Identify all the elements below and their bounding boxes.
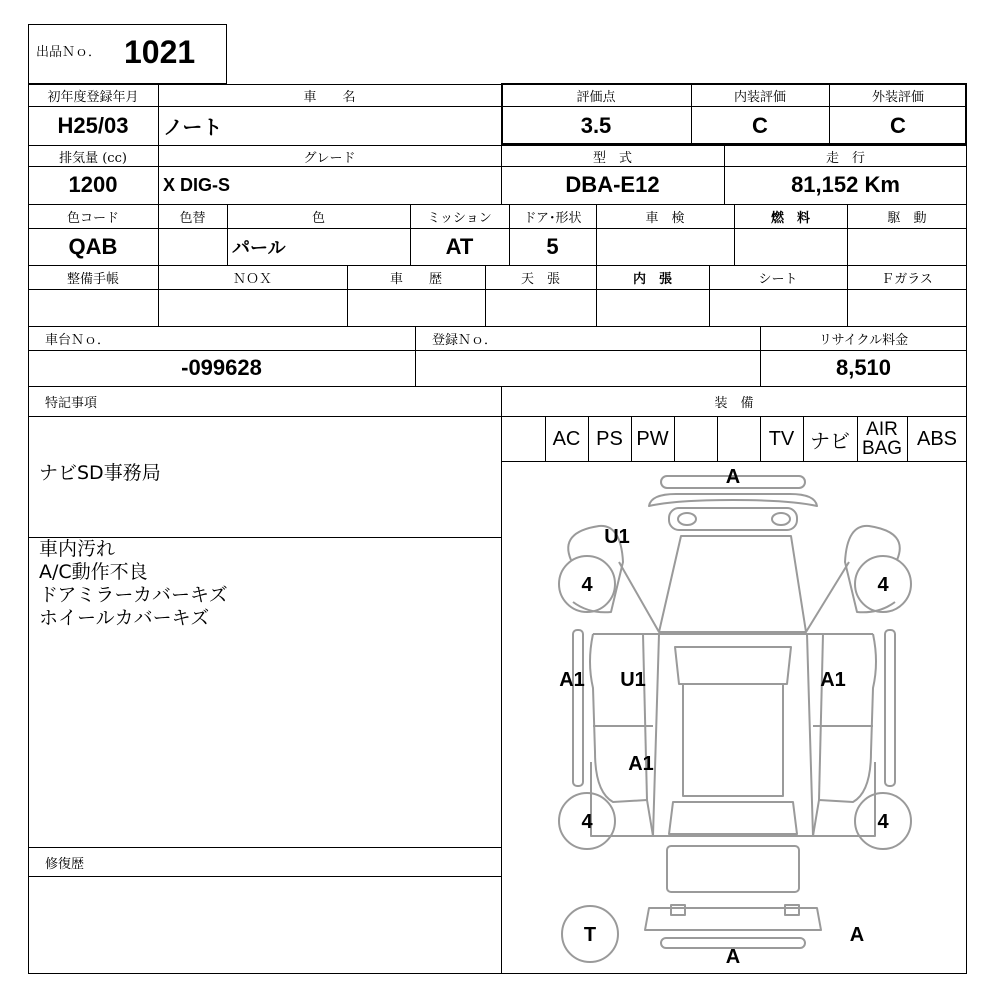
- front-glass-label: Ｆガラス: [881, 272, 933, 287]
- inspection-label: 車 検: [645, 211, 685, 226]
- transmission-label: ミッション: [427, 211, 492, 226]
- equipment-airbag: AIR BAG: [861, 419, 903, 459]
- mark-right-door: A1: [820, 669, 846, 691]
- mark-tire-front-right: 4: [877, 574, 889, 596]
- headliner-label: 天 張: [520, 272, 560, 287]
- displacement-label: 排気量 (cc): [59, 150, 127, 166]
- lot-number-label: 出品Ｎｏ．: [36, 44, 102, 60]
- interior-grade-label: 内装評価: [733, 90, 786, 105]
- grade-label: グレード: [303, 150, 356, 166]
- mark-hood: U1: [604, 526, 630, 548]
- equipment-slot-1: [501, 417, 545, 461]
- chassis-number-label: 車台Ｎｏ．: [45, 333, 111, 348]
- car-name: ノート: [163, 117, 223, 139]
- repaint-label: 色替: [179, 211, 206, 226]
- color: パール: [232, 237, 286, 258]
- color-label: 色: [311, 211, 325, 226]
- color-code: QAB: [68, 233, 118, 259]
- drive-label: 駆 動: [887, 211, 927, 226]
- door-shape: 5: [546, 233, 559, 259]
- equipment-ac: AC: [552, 427, 581, 450]
- mark-rear: A: [725, 946, 741, 968]
- equipment-slot-6: [717, 417, 760, 461]
- lot-number: 1021: [124, 33, 196, 70]
- mark-rear-corner: A: [849, 924, 865, 946]
- maintenance-record-label: 整備手帳: [66, 272, 119, 287]
- mark-left-door: A1: [559, 669, 585, 691]
- remarks-label: 特記事項: [45, 396, 98, 411]
- model-code-label: 型 式: [592, 150, 632, 166]
- evaluation-score: 3.5: [580, 112, 612, 138]
- registration-number-label: 登録Ｎｏ．: [432, 333, 498, 348]
- grade: X DIG-S: [163, 174, 231, 195]
- interior-grade: C: [752, 112, 768, 138]
- drive: [847, 228, 967, 265]
- recycle-fee-label: リサイクル料金: [818, 333, 909, 348]
- remarks-notes: 車内汚れ A/C動作不良 ドアミラーカバーキズ ホイールカバーキズ: [39, 538, 228, 629]
- repaint: [158, 228, 227, 265]
- equipment-ps: PS: [596, 427, 623, 450]
- exterior-grade: C: [890, 112, 906, 138]
- mileage: 81,152 Km: [791, 172, 900, 197]
- equipment-abs: ABS: [916, 427, 958, 450]
- first-registration-label: 初年度登録年月: [47, 90, 139, 105]
- mark-spare-tire: T: [583, 924, 597, 946]
- score-label: 評価点: [576, 90, 616, 105]
- mark-front: A: [725, 466, 741, 488]
- model-code: DBA-E12: [565, 172, 660, 197]
- car-condition-diagram: [501, 462, 967, 974]
- mark-roof: U1: [620, 669, 646, 691]
- transmission: AT: [445, 233, 474, 259]
- equipment-pw: PW: [636, 427, 669, 450]
- mark-tire-front-left: 4: [581, 574, 593, 596]
- interior-trim-label: 内 張: [632, 272, 672, 287]
- color-code-label: 色コード: [66, 211, 119, 226]
- mark-left-rear-door: A1: [628, 753, 654, 775]
- exterior-grade-label: 外装評価: [871, 90, 924, 105]
- displacement: 1200: [68, 172, 118, 197]
- equipment-slot-5: [674, 417, 717, 461]
- fuel: [734, 228, 847, 265]
- registration-number: [415, 350, 760, 386]
- repair-history-label: 修復歴: [45, 856, 85, 872]
- fuel-label: 燃 料: [770, 211, 810, 226]
- vehicle-history-label: 車 歴: [389, 272, 442, 287]
- seat-label: シート: [758, 272, 798, 287]
- car-name-label: 車 名: [303, 90, 356, 105]
- nox-label: ＮＯＸ: [232, 272, 272, 287]
- equipment-navi: ナビ: [810, 430, 850, 453]
- chassis-number: -099628: [181, 355, 262, 380]
- equipment-label: 装 備: [714, 396, 754, 411]
- remarks-text: ナビSD事務局: [39, 462, 161, 484]
- equipment-tv: TV: [768, 427, 795, 450]
- inspection: [596, 228, 734, 265]
- mark-tire-rear-left: 4: [581, 811, 593, 833]
- first-registration: H25/03: [57, 112, 129, 138]
- door-shape-label: ドア･形状: [523, 211, 582, 226]
- mileage-label: 走 行: [825, 150, 865, 166]
- recycle-fee: 8,510: [835, 355, 892, 380]
- mark-tire-rear-right: 4: [877, 811, 889, 833]
